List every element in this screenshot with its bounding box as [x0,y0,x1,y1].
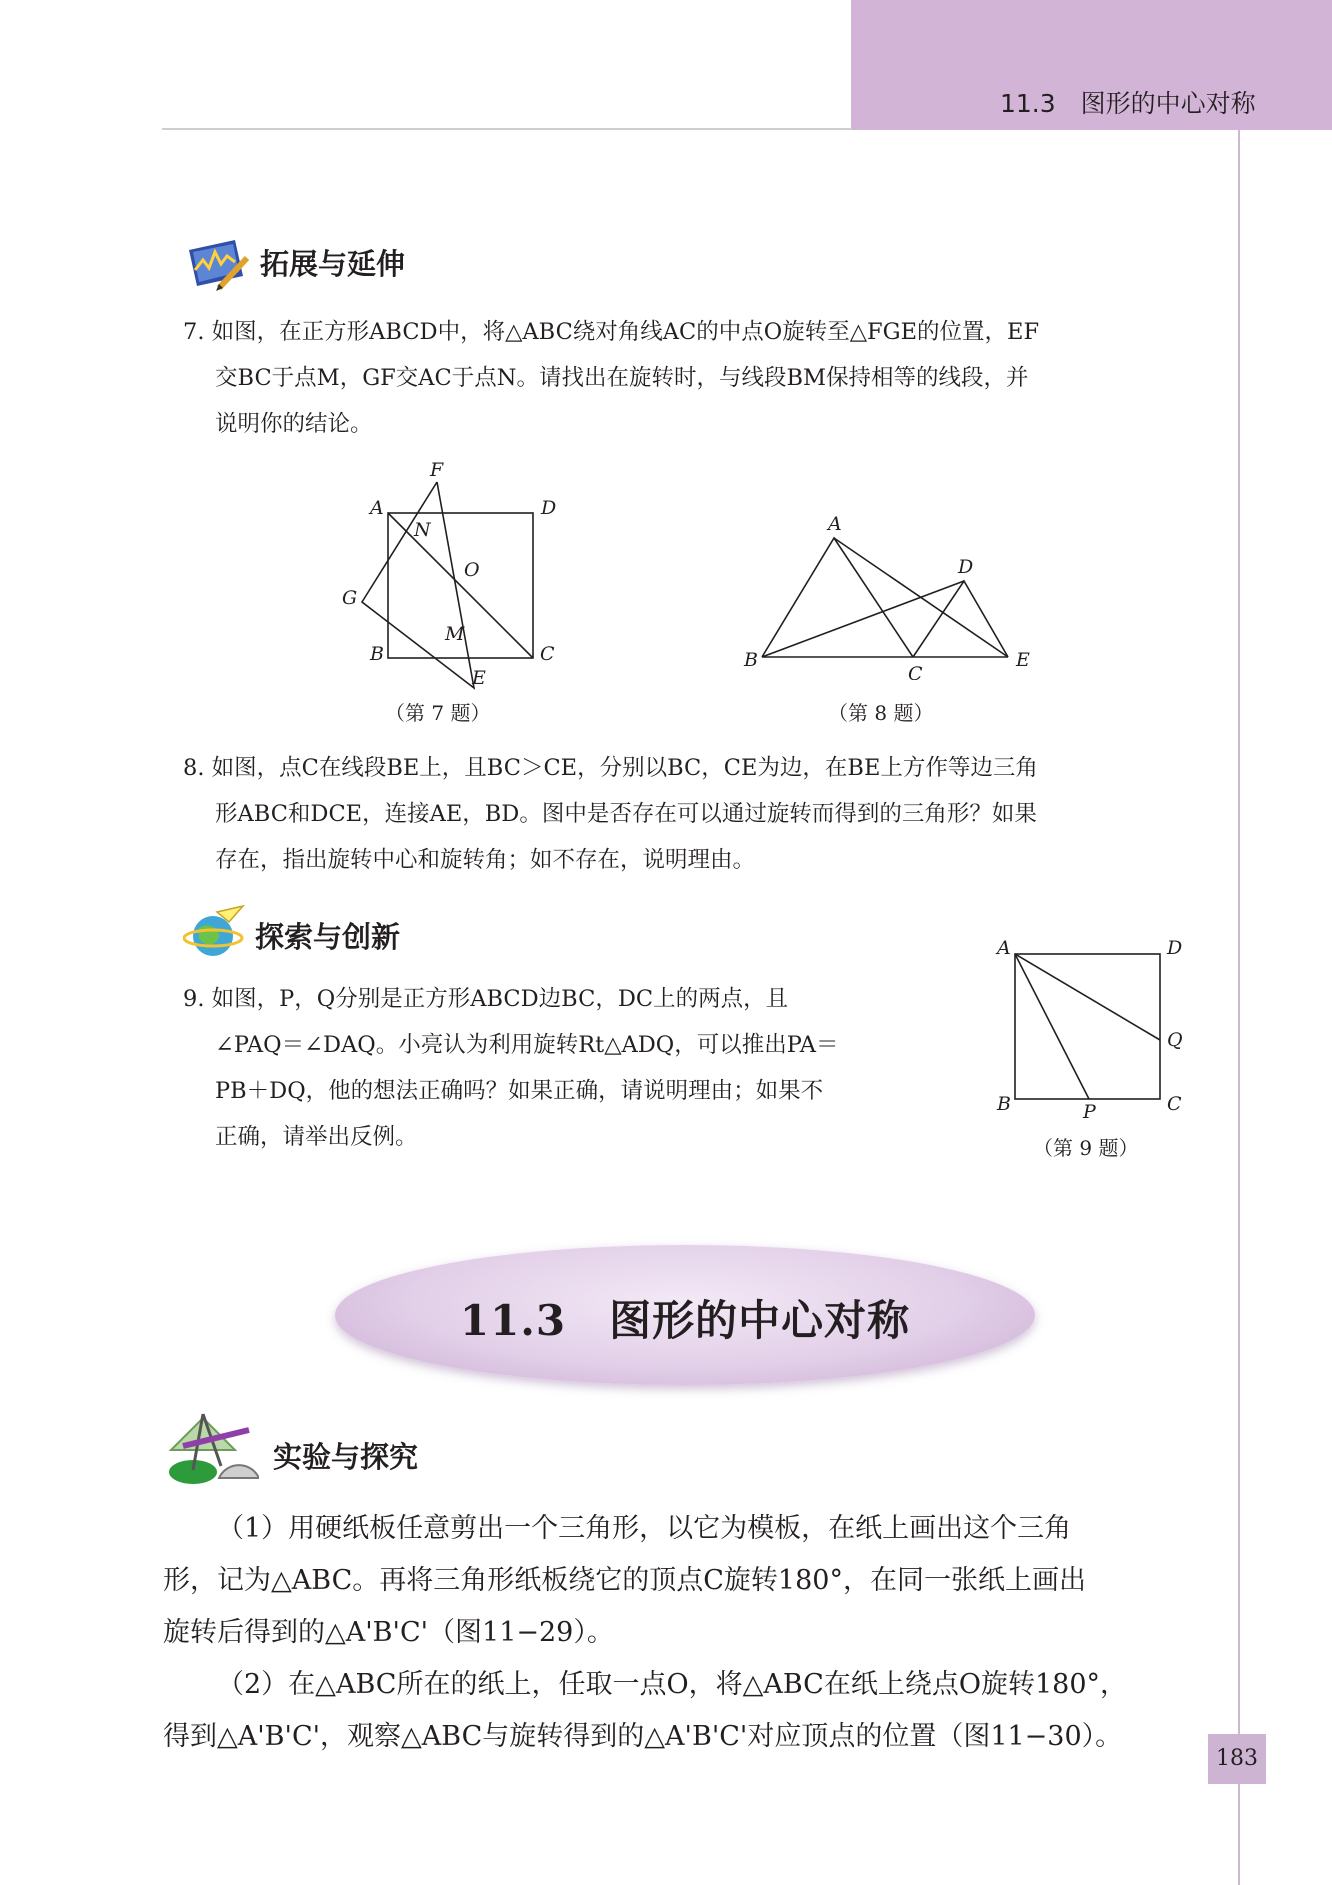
text-line: 8. 如图，点C在线段BE上，且BC＞CE，分别以BC，CE为边，在BE上方作等边三角 [183,755,1038,781]
figure-7-caption: （第 7 题） [385,701,491,725]
running-header: 11.3 图形的中心对称 [1000,89,1256,118]
figure-9 [985,930,1195,1120]
text-line: 7. 如图，在正方形ABCD中，将△ABC绕对角线AC的中点O旋转至△FGE的位置，EF [183,319,1040,345]
figure-9-caption: （第 9 题） [1033,1136,1139,1160]
text-line: 交BC于点M，GF交AC于点N。请找出在旋转时，与线段BM保持相等的线段，并 [215,365,1029,391]
geometry-tools-icon [163,1410,259,1486]
text-line: 9. 如图，P，Q分别是正方形ABCD边BC，DC上的两点，且 [183,986,789,1012]
label-M: M [445,623,465,645]
globe-plane-icon [183,904,247,960]
figure-8 [730,510,1040,680]
label-O: O [464,559,480,581]
label-B: B [370,643,384,665]
label-C: C [908,663,923,680]
label-E: E [472,667,486,689]
section-title-extend: 拓展与延伸 [260,247,406,281]
text-line: PB＋DQ，他的想法正确吗？如果正确，请说明理由；如果不 [215,1078,824,1104]
text-line: 旋转后得到的△A'B'C'（图11−29）。 [163,1617,614,1648]
text-line: （2）在△ABC所在的纸上，任取一点O，将△ABC在纸上绕点O旋转180°， [217,1669,1128,1700]
text-line: 得到△A'B'C'，观察△ABC与旋转得到的△A'B'C'对应顶点的位置（图11−30）。 [163,1721,1123,1752]
text-line: 形ABC和DCE，连接AE，BD。图中是否存在可以通过旋转而得到的三角形？如果 [215,801,1037,827]
problem-7-text [183,309,1039,447]
label-C: C [540,643,555,665]
experiment-item-2 [163,1659,1127,1763]
header-rule [162,128,852,130]
text-line: （1）用硬纸板任意剪出一个三角形，以它为模板，在纸上画出这个三角 [217,1513,1072,1544]
figure-7 [330,460,560,690]
problem-9-text [183,976,839,1160]
label-A: A [828,513,842,535]
label-A: A [370,497,384,519]
label-B: B [744,649,758,671]
experiment-item-1 [163,1503,1086,1659]
section-title-experiment: 实验与探究 [273,1440,419,1474]
text-line: 形，记为△ABC。再将三角形纸板绕它的顶点C旋转180°，在同一张纸上画出 [163,1565,1086,1596]
label-P: P [1083,1101,1096,1120]
chart-pencil-icon [183,234,255,292]
label-D: D [958,556,974,578]
label-C: C [1167,1093,1182,1115]
label-D: D [541,497,557,519]
problem-8-text [183,745,1038,883]
section-title-explore: 探索与创新 [255,920,401,954]
text-line: ∠PAQ＝∠DAQ。小亮认为利用旋转Rt△ADQ，可以推出PA＝ [215,1032,839,1058]
label-A: A [997,937,1011,959]
text-line: 存在，指出旋转中心和旋转角；如不存在，说明理由。 [215,847,756,873]
label-E: E [1016,649,1030,671]
label-B: B [997,1093,1011,1115]
margin-rule [1238,130,1240,1885]
label-D: D [1167,937,1183,959]
label-G: G [342,587,358,609]
label-F: F [430,460,444,481]
text-line: 说明你的结论。 [215,411,373,437]
label-N: N [414,519,431,541]
page-number: 183 [1208,1734,1266,1784]
label-Q: Q [1167,1029,1183,1051]
section-banner-title: 11.3 图形的中心对称 [459,1296,911,1345]
figure-8-caption: （第 8 题） [828,701,934,725]
text-line: 正确，请举出反例。 [215,1124,418,1150]
